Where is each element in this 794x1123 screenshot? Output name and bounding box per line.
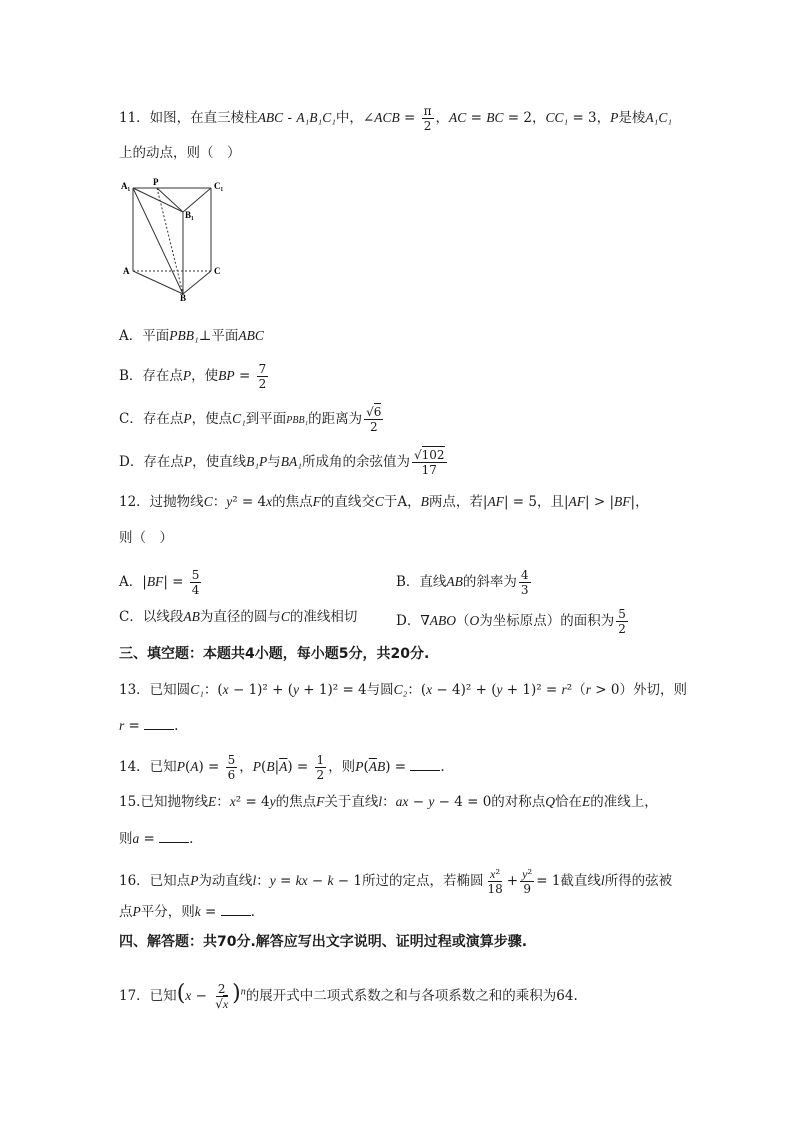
q11-line1: 11．如图，在直三棱柱ABC - A₁B₁C₁中，∠ACB = $\frac{\pi}{2}$ ，AC = BC = 2，CC₁ = 3，P是棱A₁C₁ [119,104,673,133]
q13-line2: r = . [119,718,179,734]
q12-line1: 12．过抛物线C：y² = 4x的焦点F的直线交C于A，B两点，若|AF| = 5，且|AF| > |BF|， [119,494,649,510]
q11-line2: 上的动点，则（ ） [119,145,241,161]
q12-option-d: D．∇ABO（O为坐标原点）的面积为 $\frac{5}{2}$ [396,607,626,636]
label-B: B [180,293,187,301]
q15-line2: 则a = . [119,831,194,847]
q12-option-c: C．以线段AB为直径的圆与C的准线相切 [119,609,358,625]
label-A1: A₁ [121,181,131,191]
q12-option-a: A．|BF| = $\frac{5}{4}$ [119,568,200,597]
q16-line1: 16．已知点P为动直线l：y = kx − k − 1所过的定点，若椭圆 $\frac{\text{x²}}{18}$ + $\frac{\text{y²}}{9}$ = 1截直线l所得的弦被 [119,867,673,896]
q14: 14．已知P(A) = $\frac{5}{6}$ ，$P(B|\overline{A})$ = $\frac{1}{2}$ ，则$P(\overline{A}B)$ = . [119,753,445,782]
label-P: P [153,177,159,187]
q11-option-b: B．存在点P，使BP = $\frac{7}{2}$ [119,362,267,391]
label-C: C [214,266,221,276]
prism-figure [119,176,229,301]
q16-line2: 点P平分，则k = . [119,904,255,920]
q11-option-c: C．存在点P，使点C₁到平面PBB₁的距离为 $\frac{√6}{2}$ [119,405,382,434]
section-4-heading: 四、解答题：共70分.解答应写出文字说明、证明过程或演算步骤. [119,934,528,950]
q15-line1: 15.已知抛物线E：x² = 4y的焦点F关于直线l：ax − y − 4 = 0的对称点Q恰在E的准线上， [119,794,658,810]
section-3-heading: 三、填空题：本题共4小题，每小题5分，共20分. [119,646,430,662]
q12-option-b: B．直线AB的斜率为 $\frac{4}{3}$ [396,568,529,597]
q12-line2: 则（ ） [119,530,173,546]
q11-option-d: D．存在点P，使直线B₁P与BA₁所成角的余弦值为 $\frac{√102}{17}$ [119,448,445,477]
q17: 17．已知(x − $\frac{2}{√x}$ )$^n$的展开式中二项式系数之和与各项系数之和的乘积为64. [119,981,578,1011]
label-A: A [123,266,130,276]
q13-line1: 13．已知圆C₁：(x − 1)² + (y + 1)² = 4与圆C₂：(x − 4)² + (y + 1)² = r²（r > 0）外切，则 [119,682,687,698]
label-B1: B₁ [185,210,194,220]
q11-option-a: A．平面PBB₁⊥平面ABC [119,328,264,344]
label-C1: C₁ [214,181,224,191]
